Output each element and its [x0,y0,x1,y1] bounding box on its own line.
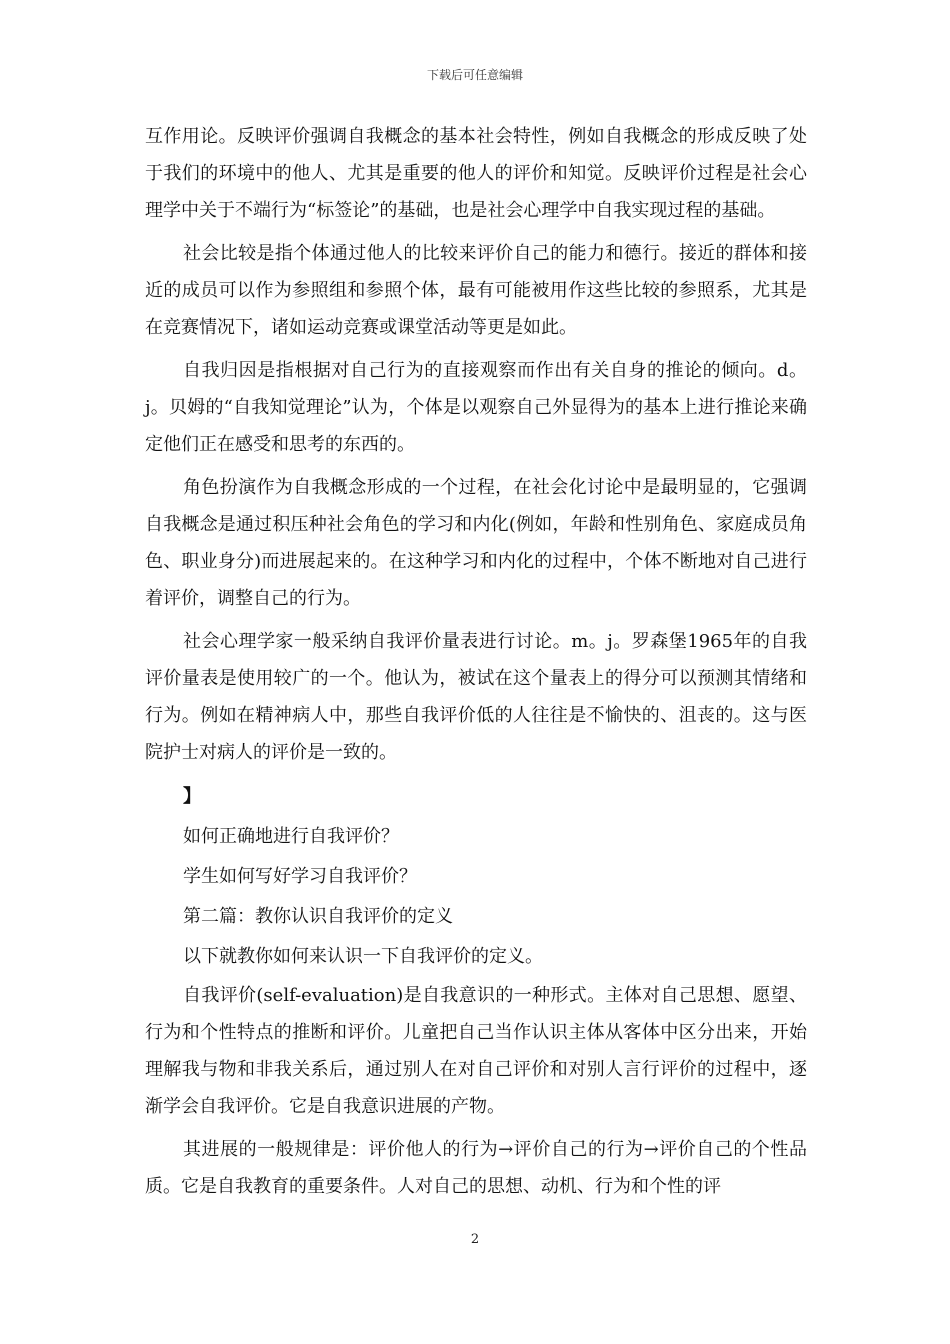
paragraph-self-attribution: 自我归因是指根据对自己行为的直接观察而作出有关自身的推论的倾向。d。j。贝姆的“自我知觉理论”认为，个体是以观察自己外显得为的基本上进行推论来确定他们正在感受和思考的东西的。 [145,360,807,455]
intro-line: 以下就教你如何来认识一下自我评价的定义。 [183,946,543,967]
paragraph-development-rule: 其进展的一般规律是：评价他人的行为→评价自己的行为→评价自己的个性品质。它是自我教育的重要条件。人对自己的思想、动机、行为和个性的评 [145,1139,807,1197]
section-title: 第二篇：教你认识自我评价的定义 [183,906,453,927]
heading-line-1: 如何正确地进行自我评价？ [183,826,399,847]
bracket-mark: 】 [183,786,201,807]
paragraph-social-comparison: 社会比较是指个体通过他人的比较来评价自己的能力和德行。接近的群体和接近的成员可以作为参照组和参照个体，最有可能被用作这些比较的参照系，尤其是在竞赛情况下，诸如运动竞赛或课堂活动等更是如此。 [145,243,807,338]
document-body [145,118,807,1211]
page-header: 下载后可任意编辑 [426,68,523,82]
heading-line-2: 学生如何写好学习自我评价？ [183,866,417,887]
paragraph-rosenberg-scale: 社会心理学家一般采纳自我评价量表进行讨论。m。j。罗森堡1965年的自我评价量表是使用较广的一个。他认为，被试在这个量表上的得分可以预测其情绪和行为。例如在精神病人中，那些自我评价低的人往往是不愉快的、沮丧的。这与医院护士对病人的评价是一致的。 [145,631,807,763]
page-number: 2 [470,1232,480,1247]
paragraph-interaction-theory: 互作用论。反映评价强调自我概念的基本社会特性，例如自我概念的形成反映了处于我们的环境中的他人、尤其是重要的他人的评价和知觉。反映评价过程是社会心理学中关于不端行为“标签论”的基础，也是社会心理学中自我实现过程的基础。 [145,126,807,221]
paragraph-self-evaluation-definition: 自我评价(self-evaluation)是自我意识的一种形式。主体对自己思想、愿望、行为和个性特点的推断和评价。儿童把自己当作认识主体从客体中区分出来，开始理解我与物和非我关系后，通过别人在对自己评价和对别人言行评价的过程中，逐渐学会自我评价。它是自我意识进展的产物。 [145,985,807,1117]
paragraph-role-playing: 角色扮演作为自我概念形成的一个过程，在社会化讨论中是最明显的，它强调自我概念是通过积压种社会角色的学习和内化(例如，年龄和性别角色、家庭成员角色、职业身分)而进展起来的。在这种学习和内化的过程中，个体不断地对自己进行着评价，调整自己的行为。 [145,477,807,609]
